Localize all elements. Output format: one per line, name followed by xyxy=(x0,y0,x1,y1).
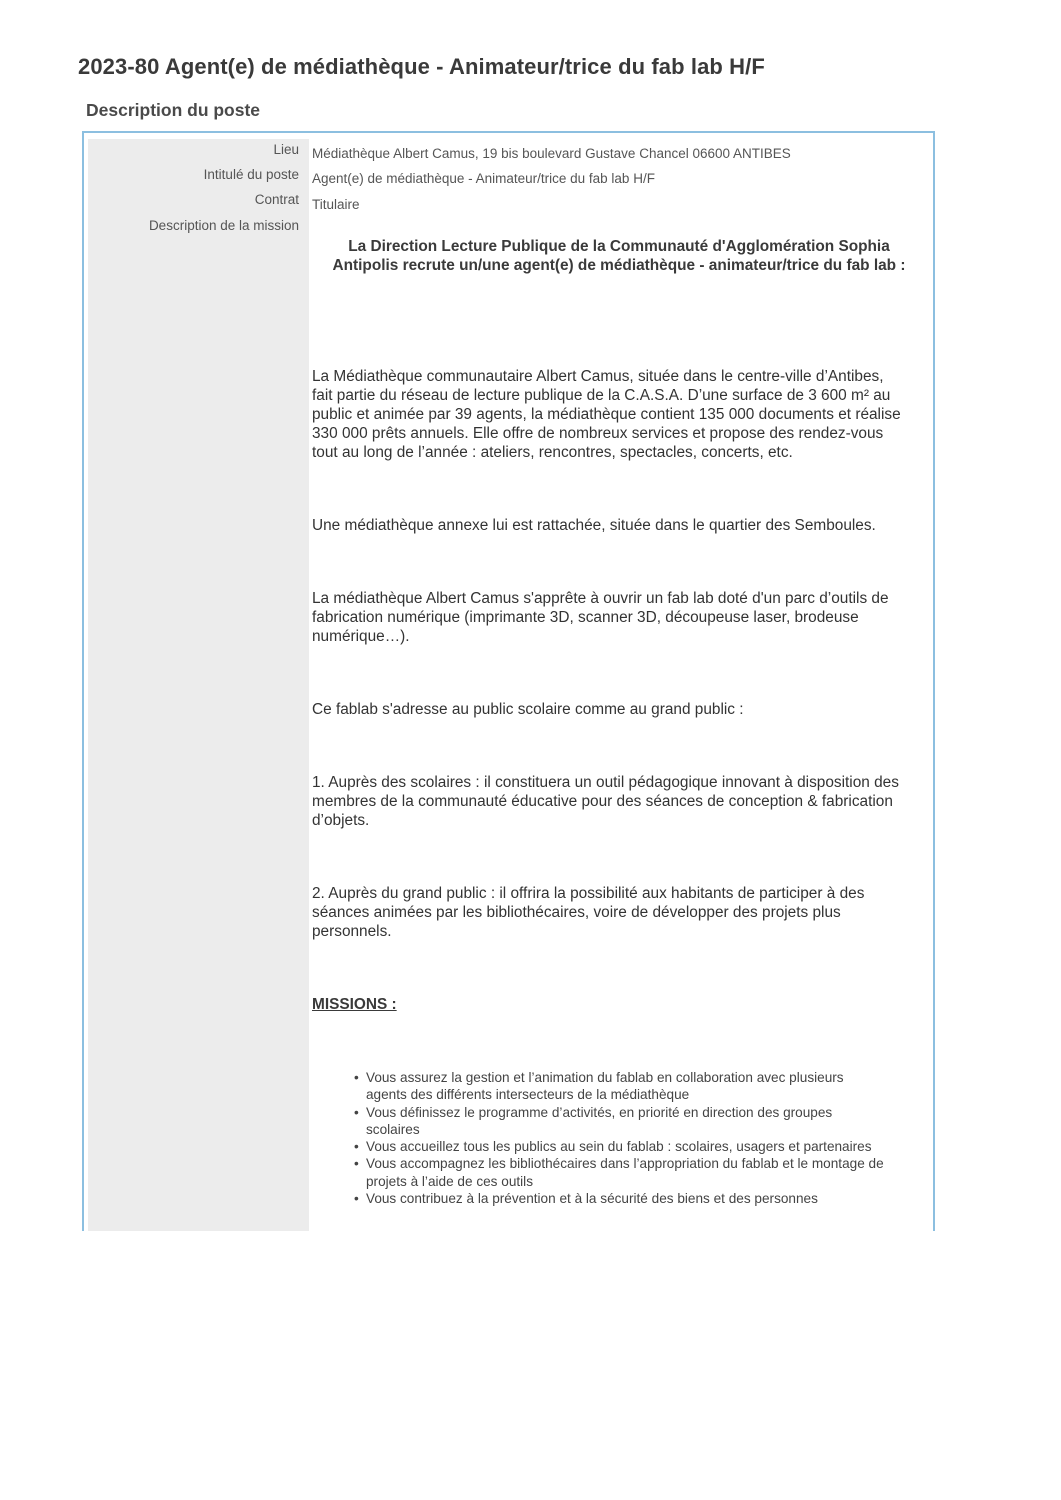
missions-list xyxy=(354,1069,930,1207)
job-description-box xyxy=(82,131,935,1231)
mission-description xyxy=(312,237,926,1014)
lieu-value: Médiathèque Albert Camus, 19 bis boulevard Gustave Chancel 06600 ANTIBES xyxy=(312,146,791,161)
list-item: • Vous accompagnez les bibliothécaires dans l’appropriation du fablab et le montage de projets à l’aide de ces outils xyxy=(354,1155,930,1190)
list-item: • Vous définissez le programme d’activités, en priorité en direction des groupes scolaires xyxy=(354,1104,930,1139)
paragraph-fablab: La médiathèque Albert Camus s'apprête à ouvrir un fab lab doté d'un parc d’outils de fabrication numérique (imprimante 3D, scanner 3D, découpeuse laser, brodeuse numérique…). xyxy=(312,590,889,645)
list-item: • Vous assurez la gestion et l’animation du fablab en collaboration avec plusieurs agents des différents intersecteurs de la médiathèque xyxy=(354,1069,930,1104)
missions-heading: MISSIONS : xyxy=(312,996,397,1013)
label-column xyxy=(88,139,309,1231)
contrat-value: Titulaire xyxy=(312,197,360,212)
paragraph-publics: Ce fablab s'adresse au public scolaire comme au grand public : xyxy=(312,701,744,718)
lieu-label: Lieu xyxy=(273,142,299,157)
headline-line: La Direction Lecture Publique de la Communauté d'Agglomération Sophia xyxy=(348,238,890,255)
paragraph-scolaires: 1. Auprès des scolaires : il constituera un outil pédagogique innovant à disposition des membres de la communauté éducative pour des séances de conception & fabrication d’objets. xyxy=(312,774,899,829)
page-title: 2023-80 Agent(e) de médiathèque - Animateur/trice du fab lab H/F xyxy=(78,54,765,79)
mission-headline xyxy=(312,237,926,275)
contrat-label: Contrat xyxy=(254,192,299,207)
section-title: Description du poste xyxy=(86,100,261,120)
paragraph-grand-public: 2. Auprès du grand public : il offrira la possibilité aux habitants de participer à des séances animées par les bibliothécaires, voire de développer des projets plus personnels. xyxy=(312,885,865,940)
headline-line: Antipolis recrute un/une agent(e) de médiathèque - animateur/trice du fab lab : xyxy=(332,257,906,274)
paragraph-annexe: Une médiathèque annexe lui est rattachée, située dans le quartier des Semboules. xyxy=(312,517,876,534)
intitule-value: Agent(e) de médiathèque - Animateur/trice du fab lab H/F xyxy=(312,171,655,186)
mission-label: Description de la mission xyxy=(148,218,299,233)
list-item: • Vous accueillez tous les publics au sein du fablab : scolaires, usagers et partenaires xyxy=(354,1138,930,1155)
list-item: • Vous contribuez à la prévention et à la sécurité des biens et des personnes xyxy=(354,1190,930,1207)
paragraph-presentation: La Médiathèque communautaire Albert Camus, située dans le centre-ville d’Antibes, fait partie du réseau de lecture publique de la C.A.S.A. D’une surface de 3 600 m² au public et animée par 39 agents, la médiathèque contient 135 000 documents et réalise 330 000 prêts annuels. Elle offre de nombreux services et propose des rendez-vous tout au long de l’année : ateliers, rencontres, spectacles, concerts, etc. xyxy=(312,368,901,461)
intitule-label: Intitulé du poste xyxy=(203,167,299,182)
